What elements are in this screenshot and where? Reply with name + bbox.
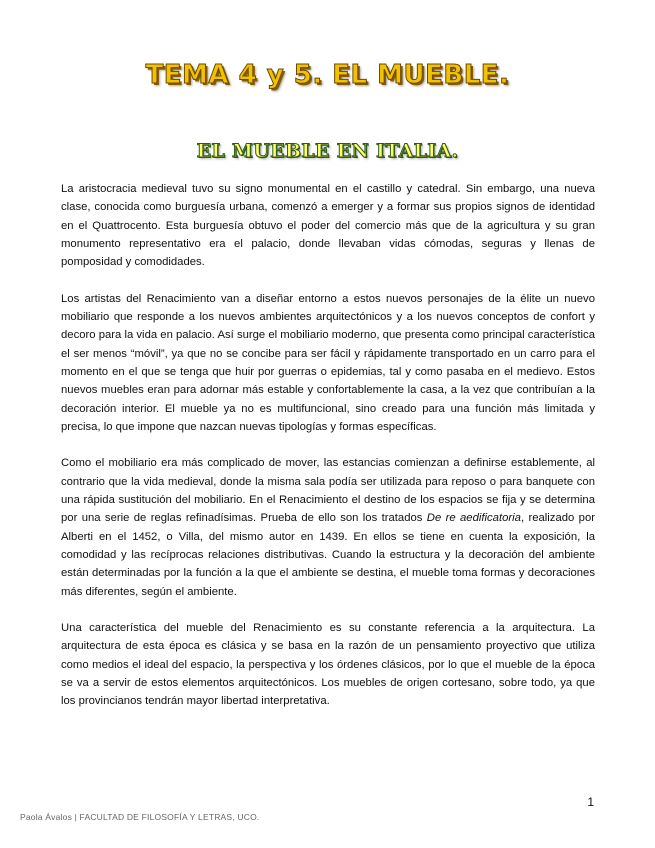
paragraph-3-text-after: , realizado por Alberti en el 1452, o Villa, del mismo autor en 1439. En ellos se tiene en cuenta la exposición, la comodidad y las recíprocas relaciones distributivas. Cuando la estructura y la decoración del ambiente están determinadas por la función a la que el ambiente se destina, el mueble toma formas y decoraciones más diferentes, según el ambiente.: [61, 512, 595, 598]
paragraph-3: [61, 454, 595, 600]
document-body: [61, 180, 595, 729]
page-number: 1: [587, 795, 594, 809]
paragraph-1: La aristocracia medieval tuvo su signo monumental en el castillo y catedral. Sin embargo, una nueva clase, conocida como burguesía urbana, comenzó a emerger y a formar sus propios signos de identidad en el Quattrocento. Esta burguesía obtuvo el poder del comercio más que de la agricultura y su gran monumento representativo era el palacio, donde llevaban vidas cómodas, seguras y llenas de pomposidad y comodidades.: [61, 183, 595, 269]
treatise-title: De re aedificatoria: [426, 512, 521, 525]
paragraph-4: Una característica del mueble del Renacimiento es su constante referencia a la arquitectura. La arquitectura de esta época es clásica y se basa en la razón de un pensamiento proyectivo que utiliza como medios el ideal del espacio, la perspectiva y los órdenes clásicos, por lo que el mueble de la época se va a servir de estos elementos arquitectónicos. Los muebles de origen cortesano, sobre todo, ya que los provincianos tendrán mayor libertad interpretativa.: [61, 622, 595, 708]
section-subtitle: EL MUEBLE EN ITALIA.: [196, 140, 459, 162]
page-footer: Paola Ávalos | FACULTAD DE FILOSOFÍA Y LETRAS, UCO.: [20, 812, 260, 822]
paragraph-2: Los artistas del Renacimiento van a diseñar entorno a estos nuevos personajes de la élite un nuevo mobiliario que responde a los nuevos ambientes arquitectónicos y a los nuevos conceptos de confort y decoro para la vida en palacio. Así surge el mobiliario moderno, que presenta como principal característica el ser menos “móvil”, ya que no se concibe para ser fácil y rápidamente transportado en un carro para el momento en el que se tenga que huir por guerras o epidemias, tal y como pasaba en el medievo. Estos nuevos muebles eran para adornar más estable y confortablemente la casa, a la vez que contribuían a la decoración interior. El mueble ya no es multifuncional, sino creado para una función más limitada y precisa, lo que impone que nazcan nuevas tipologías y formas específicas.: [61, 292, 595, 433]
paragraph-3-text-before: Como el mobiliario era más complicado de mover, las estancias comienzan a definirse establemente, al contrario que la vida medieval, donde la misma sala podía ser utilizada para reposo o para banquete con una rápida sustitución del mobiliario. En el Renacimiento el destino de los espacios se fija y se determina por una serie de reglas refinadísimas. Prueba de ello son los tratados: [61, 457, 595, 525]
document-title: TEMA 4 y 5. EL MUEBLE.: [145, 60, 510, 90]
